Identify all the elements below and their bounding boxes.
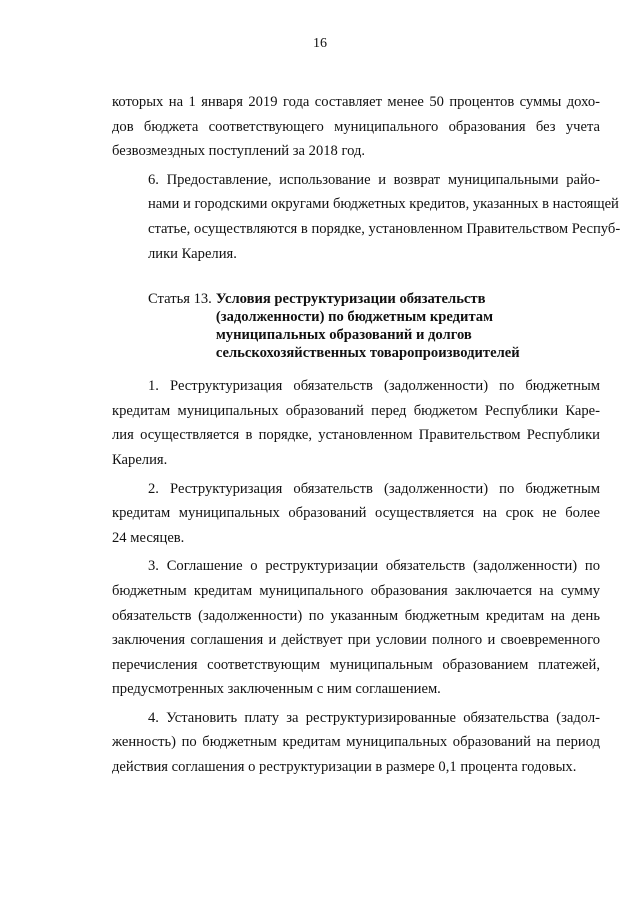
text-line: безвозмездных поступлений за 2018 год. [112, 143, 366, 160]
text-line: статье, осуществляются в порядке, установленном Правительством Респуб- [148, 220, 621, 237]
text-line: лия осуществляется в порядке, установленном Правительством Республики [112, 427, 600, 444]
text-line: Карелия. [112, 451, 168, 468]
text-line: женность) по бюджетным кредитам муниципальных образований на период [112, 734, 600, 751]
text-line: кредитам муниципальных образований осуществляется на срок не более [112, 505, 600, 522]
text-line: нами и городскими округами бюджетных кредитов, указанных в настоящей [148, 196, 619, 213]
article-title-line: сельскохозяйственных товаропроизводителей [215, 345, 520, 362]
paragraph-1 [112, 374, 600, 472]
text-line: которых на 1 января 2019 года составляет менее 50 процентов суммы дохо- [112, 94, 600, 110]
page-number: 16 [313, 36, 327, 51]
paragraph-item-6 [112, 168, 621, 266]
article-title [216, 290, 520, 362]
article-13-heading [148, 290, 600, 362]
text-line: 4. Установить плату за реструктуризированные обязательства (задол- [148, 709, 600, 726]
text-line: обязательств (задолженности) по указанным бюджетным кредитам на день [112, 607, 600, 624]
article-title-line: Условия реструктуризации обязательств [215, 291, 486, 308]
text-line: предусмотренных заключенным с ним соглашением. [112, 681, 441, 698]
paragraph-continuation [112, 90, 600, 164]
text-line: дов бюджета соответствующего муниципального образования без учета [112, 118, 600, 135]
paragraph-4 [112, 706, 600, 780]
text-line: перечисления соответствующим муниципальным образованием платежей, [112, 656, 600, 673]
text-line: 1. Реструктуризация обязательств (задолженности) по бюджетным [148, 378, 600, 395]
paragraph-2 [112, 477, 600, 551]
text-line: действия соглашения о реструктуризации в размере 0,1 процента годовых. [112, 759, 577, 776]
text-line: заключения соглашения и действует при условии полного и своевременного [112, 632, 600, 649]
text-line: 6. Предоставление, использование и возврат муниципальными райо- [148, 171, 600, 188]
paragraph-3 [112, 554, 600, 702]
text-line: 2. Реструктуризация обязательств (задолженности) по бюджетным [148, 480, 600, 497]
text-line: 24 месяцев. [112, 529, 185, 546]
article-title-line: муниципальных образований и долгов [215, 327, 472, 344]
text-line: 3. Соглашение о реструктуризации обязательств (задолженности) по [148, 558, 600, 575]
text-line: бюджетным кредитам муниципального образования заключается на сумму [112, 582, 600, 599]
article-title-line: (задолженности) по бюджетным кредитам [215, 309, 494, 326]
document-body [112, 90, 621, 784]
text-line: лики Карелия. [148, 245, 237, 262]
text-line: кредитам муниципальных образований перед бюджетом Республики Каре- [112, 402, 600, 419]
article-label: Статья 13. [148, 291, 212, 308]
